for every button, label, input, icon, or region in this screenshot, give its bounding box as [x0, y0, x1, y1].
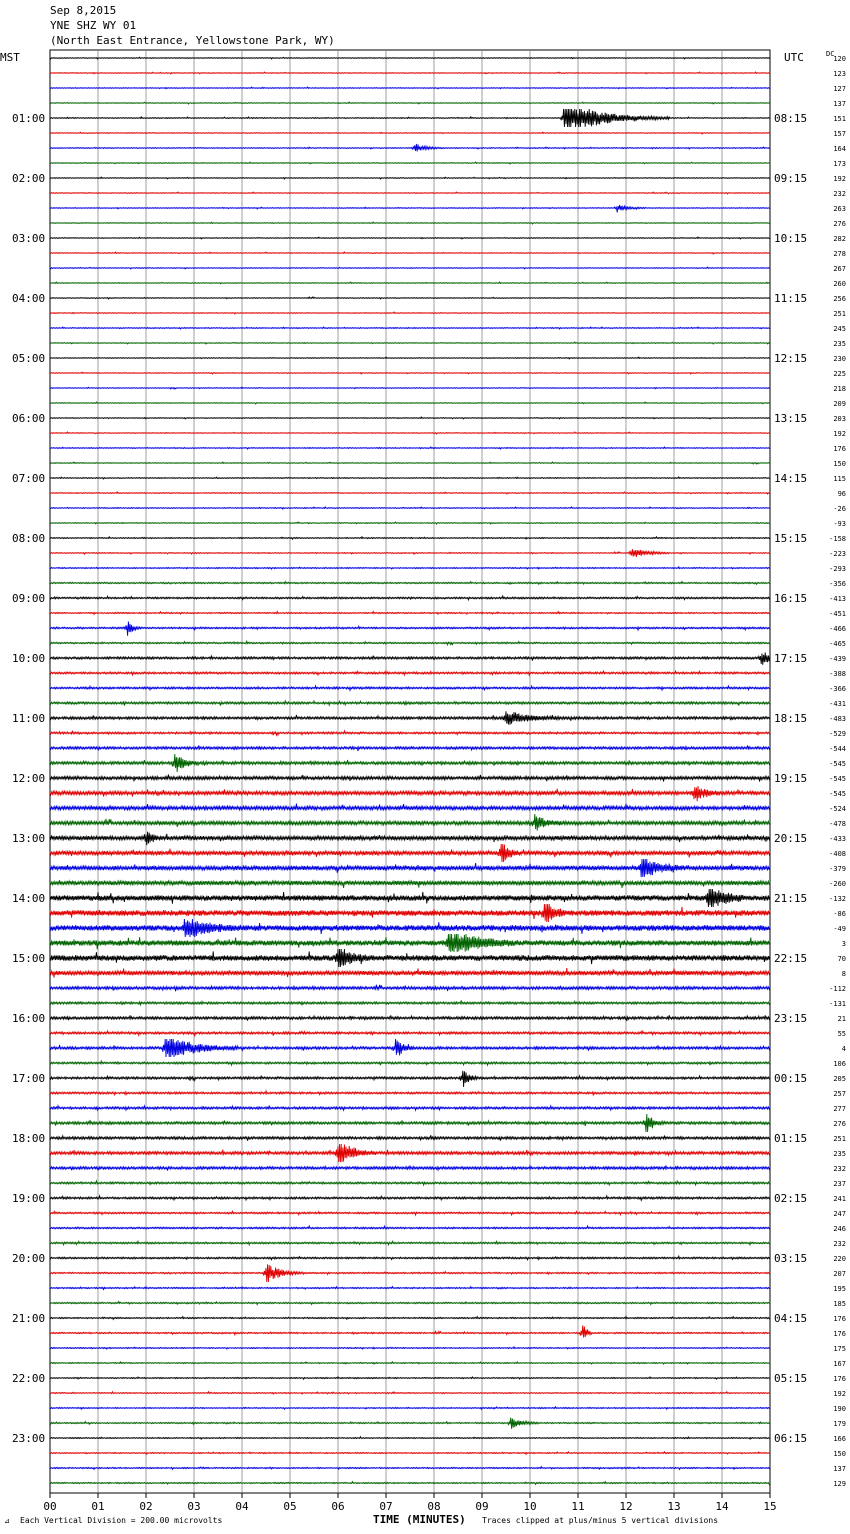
- dc-offset-value: -478: [829, 820, 846, 828]
- dc-offset-value: -483: [829, 715, 846, 723]
- dc-offset-value: -93: [833, 520, 846, 528]
- dc-offset-value: 232: [833, 190, 846, 198]
- trace-line: [50, 968, 770, 978]
- dc-offset-value: 137: [833, 100, 846, 108]
- dc-offset-value: 232: [833, 1240, 846, 1248]
- trace-line: [50, 786, 770, 801]
- dc-offset-value: 192: [833, 1390, 846, 1398]
- trace-line: [50, 567, 770, 569]
- dc-offset-value: -356: [829, 580, 846, 588]
- trace-line: [50, 622, 770, 636]
- dc-offset-value: 245: [833, 325, 846, 333]
- dc-offset-value: -223: [829, 550, 846, 558]
- left-hour-label: 08:00: [12, 532, 46, 545]
- dc-offset-value: 260: [833, 280, 846, 288]
- left-hour-label: 20:00: [12, 1252, 46, 1265]
- trace-line: [50, 1039, 770, 1057]
- trace-line: [50, 1362, 770, 1364]
- left-hour-label: 11:00: [12, 712, 46, 725]
- trace-line: [50, 1301, 770, 1304]
- trace-line: [50, 387, 770, 389]
- trace-line: [50, 492, 770, 494]
- dc-offset-value: 176: [833, 1330, 846, 1338]
- trace-line: [50, 1211, 770, 1215]
- right-hour-label: 13:15: [774, 412, 808, 425]
- dc-offset-value: 257: [833, 1090, 846, 1098]
- trace-line: [50, 1437, 770, 1440]
- dc-offset-value: 55: [837, 1030, 846, 1038]
- dc-offset-value: 225: [833, 370, 846, 378]
- trace-line: [50, 192, 770, 194]
- dc-offset-value: 179: [833, 1420, 846, 1428]
- right-hour-label: 06:15: [774, 1432, 808, 1445]
- trace-line: [50, 1181, 770, 1185]
- trace-line: [50, 109, 770, 127]
- dc-offset-value: 175: [833, 1345, 846, 1353]
- trace-line: [50, 1287, 770, 1290]
- trace-line: [50, 72, 770, 74]
- right-hour-label: 09:15: [774, 172, 808, 185]
- x-axis-title: TIME (MINUTES): [373, 1513, 466, 1526]
- trace-line: [50, 774, 770, 781]
- dc-offset-value: 96: [837, 490, 846, 498]
- right-hour-label: 01:15: [774, 1132, 808, 1145]
- trace-line: [50, 745, 770, 751]
- dc-offset-value: 176: [833, 1375, 846, 1383]
- trace-line: [50, 1392, 770, 1394]
- dc-offset-value: 192: [833, 430, 846, 438]
- trace-line: [50, 237, 770, 239]
- dc-offset-value: 237: [833, 1180, 846, 1188]
- dc-offset-value: 205: [833, 1075, 846, 1083]
- trace-line: [50, 1144, 770, 1162]
- trace-line: [50, 686, 770, 690]
- dc-offset-value: -158: [829, 535, 846, 543]
- x-tick-label: 10: [523, 1500, 537, 1513]
- left-hour-label: 16:00: [12, 1012, 46, 1025]
- dc-offset-value: 150: [833, 1450, 846, 1458]
- dc-offset-value: 21: [837, 1015, 846, 1023]
- dc-offset-value: 157: [833, 130, 846, 138]
- dc-offset-value: 277: [833, 1105, 846, 1113]
- scale-note: Each Vertical Division = 200.00 microvolts: [20, 1516, 223, 1525]
- trace-line: [50, 1482, 770, 1485]
- trace-line: [50, 934, 770, 952]
- trace-line: [50, 162, 770, 164]
- right-hour-label: 02:15: [774, 1192, 808, 1205]
- left-hour-label: 23:00: [12, 1432, 46, 1445]
- dc-offset-value: -431: [829, 700, 846, 708]
- trace-line: [50, 832, 770, 845]
- right-hour-label: 22:15: [774, 952, 808, 965]
- trace-line: [50, 1106, 770, 1111]
- x-tick-label: 11: [571, 1500, 585, 1513]
- dc-offset-value: 70: [837, 955, 846, 963]
- trace-line: [50, 1317, 770, 1320]
- trace-line: [50, 582, 770, 585]
- dc-offset-value: -439: [829, 655, 846, 663]
- trace-line: [50, 177, 770, 179]
- trace-line: [50, 1071, 770, 1087]
- trace-line: [50, 1061, 770, 1065]
- x-tick-label: 03: [187, 1500, 201, 1513]
- left-hour-label: 09:00: [12, 592, 46, 605]
- trace-line: [50, 87, 770, 89]
- trace-line: [50, 462, 770, 464]
- dc-offset-value: 263: [833, 205, 846, 213]
- trace-line: [50, 252, 770, 254]
- trace-line: [50, 447, 770, 449]
- dc-offset-value: -260: [829, 880, 846, 888]
- right-hour-label: 19:15: [774, 772, 808, 785]
- trace-line: [50, 804, 770, 811]
- right-timezone-label: UTC: [784, 51, 804, 64]
- left-hour-label: 05:00: [12, 352, 46, 365]
- trace-line: [50, 432, 770, 434]
- dc-offset-value: 235: [833, 340, 846, 348]
- trace-line: [50, 949, 770, 967]
- trace-line: [50, 1015, 770, 1021]
- left-hour-label: 10:00: [12, 652, 46, 665]
- dc-offset-value: 246: [833, 1225, 846, 1233]
- x-tick-label: 01: [91, 1500, 105, 1513]
- trace-line: [50, 507, 770, 509]
- left-hour-label: 07:00: [12, 472, 46, 485]
- trace-line: [50, 1135, 770, 1141]
- trace-line: [50, 596, 770, 600]
- dc-offset-value: 203: [833, 415, 846, 423]
- trace-line: [50, 417, 770, 419]
- trace-line: [50, 641, 770, 645]
- trace-line: [50, 342, 770, 344]
- dc-offset-value: 167: [833, 1360, 846, 1368]
- station-code: YNE SHZ WY 01: [50, 19, 137, 32]
- dc-offset-value: 241: [833, 1195, 846, 1203]
- dc-offset-value: 276: [833, 1120, 846, 1128]
- dc-offset-value: -49: [833, 925, 846, 933]
- dc-offset-value: 115: [833, 475, 846, 483]
- x-tick-label: 09: [475, 1500, 489, 1513]
- right-hour-label: 17:15: [774, 652, 808, 665]
- trace-line: [50, 731, 770, 736]
- dc-offset-value: 220: [833, 1255, 846, 1263]
- left-hour-label: 03:00: [12, 232, 46, 245]
- dc-offset-value: -465: [829, 640, 846, 648]
- dc-offset-value: -379: [829, 865, 846, 873]
- trace-line: [50, 889, 770, 907]
- dc-offset-value: 192: [833, 175, 846, 183]
- x-tick-label: 00: [43, 1500, 57, 1513]
- trace-line: [50, 549, 770, 557]
- trace-line: [50, 297, 770, 299]
- right-hour-label: 11:15: [774, 292, 808, 305]
- dc-offset-header: DC: [826, 50, 835, 58]
- left-hour-label: 18:00: [12, 1132, 46, 1145]
- trace-line: [50, 1467, 770, 1470]
- trace-line: [50, 1000, 770, 1005]
- dc-offset-value: 120: [833, 55, 846, 63]
- dc-offset-value: 247: [833, 1210, 846, 1218]
- dc-offset-value: 235: [833, 1150, 846, 1158]
- x-tick-label: 13: [667, 1500, 681, 1513]
- trace-line: [50, 1452, 770, 1455]
- dc-offset-value: 150: [833, 460, 846, 468]
- right-hour-label: 15:15: [774, 532, 808, 545]
- dc-offset-value: 256: [833, 295, 846, 303]
- trace-line: [50, 711, 770, 724]
- trace-line: [50, 904, 770, 922]
- dc-offset-value: 3: [841, 940, 846, 948]
- dc-offset-value: 173: [833, 160, 846, 168]
- dc-offset-value: -86: [833, 910, 846, 918]
- left-timezone-label: MST: [0, 51, 20, 64]
- trace-line: [50, 522, 770, 524]
- dc-offset-value: -545: [829, 790, 846, 798]
- dc-offset-value: -366: [829, 685, 846, 693]
- trace-group: [50, 57, 770, 1484]
- right-hour-label: 04:15: [774, 1312, 808, 1325]
- dc-offset-value: 251: [833, 310, 846, 318]
- dc-offset-value: -293: [829, 565, 846, 573]
- dc-offset-value: -112: [829, 985, 846, 993]
- trace-line: [50, 1347, 770, 1349]
- dc-offset-value: -524: [829, 805, 846, 813]
- trace-line: [50, 1030, 770, 1035]
- dc-offset-value: -408: [829, 850, 846, 858]
- x-tick-label: 15: [763, 1500, 777, 1513]
- trace-line: [50, 814, 770, 831]
- left-hour-label: 06:00: [12, 412, 46, 425]
- plot-frame: [50, 50, 770, 1493]
- dc-offset-value: 151: [833, 115, 846, 123]
- trace-line: [50, 919, 770, 937]
- trace-line: [50, 1166, 770, 1171]
- trace-line: [50, 327, 770, 329]
- left-hour-label: 02:00: [12, 172, 46, 185]
- x-tick-label: 08: [427, 1500, 441, 1513]
- dc-offset-value: 282: [833, 235, 846, 243]
- dc-offset-value: 195: [833, 1285, 846, 1293]
- left-hour-label: 19:00: [12, 1192, 46, 1205]
- dc-offset-value: 185: [833, 1300, 846, 1308]
- trace-line: [50, 1196, 770, 1201]
- trace-line: [50, 1418, 770, 1429]
- trace-line: [50, 132, 770, 134]
- x-tick-label: 05: [283, 1500, 297, 1513]
- dc-offset-value: 232: [833, 1165, 846, 1173]
- dc-offset-value: 106: [833, 1060, 846, 1068]
- trace-line: [50, 1325, 770, 1337]
- trace-line: [50, 880, 770, 888]
- trace-line: [50, 1377, 770, 1380]
- dc-offset-value: 8: [841, 970, 846, 978]
- trace-line: [50, 102, 770, 104]
- trace-line: [50, 205, 770, 212]
- trace-line: [50, 612, 770, 615]
- station-location: (North East Entrance, Yellowstone Park, WY): [50, 34, 335, 47]
- right-hour-label: 20:15: [774, 832, 808, 845]
- right-hour-label: 16:15: [774, 592, 808, 605]
- trace-line: [50, 537, 770, 539]
- dc-offset-value: 251: [833, 1135, 846, 1143]
- trace-line: [50, 402, 770, 404]
- trace-line: [50, 859, 770, 877]
- left-hour-label: 15:00: [12, 952, 46, 965]
- right-hour-label: 12:15: [774, 352, 808, 365]
- x-tick-label: 06: [331, 1500, 345, 1513]
- trace-line: [50, 282, 770, 284]
- dc-offset-value: 129: [833, 1480, 846, 1488]
- dc-offset-value: 267: [833, 265, 846, 273]
- trace-line: [50, 312, 770, 314]
- dc-offset-value: 207: [833, 1270, 846, 1278]
- trace-line: [50, 1241, 770, 1245]
- dc-offset-value: -131: [829, 1000, 846, 1008]
- trace-line: [50, 57, 770, 59]
- dc-offset-value: -26: [833, 505, 846, 513]
- dc-offset-value: 176: [833, 445, 846, 453]
- trace-line: [50, 1256, 770, 1260]
- dc-offset-value: 166: [833, 1435, 846, 1443]
- x-tick-label: 14: [715, 1500, 729, 1513]
- dc-offset-value: 4: [841, 1045, 846, 1053]
- time-axis: [43, 1493, 776, 1513]
- dc-offset-value: 164: [833, 145, 846, 153]
- clipping-note: Traces clipped at plus/minus 5 vertical divisions: [482, 1516, 719, 1525]
- minute-grid: [50, 50, 770, 1493]
- left-hour-label: 12:00: [12, 772, 46, 785]
- dc-offset-value: -451: [829, 610, 846, 618]
- dc-offset-value: -413: [829, 595, 846, 603]
- trace-line: [50, 1407, 770, 1410]
- trace-line: [50, 701, 770, 706]
- x-tick-label: 02: [139, 1500, 153, 1513]
- dc-offset-value: -388: [829, 670, 846, 678]
- dc-offset-value: -545: [829, 775, 846, 783]
- right-hour-label: 05:15: [774, 1372, 808, 1385]
- dc-offset-value: 176: [833, 1315, 846, 1323]
- trace-line: [50, 144, 770, 152]
- right-hour-label: 10:15: [774, 232, 808, 245]
- trace-line: [50, 357, 770, 359]
- trace-line: [50, 267, 770, 269]
- dc-offset-value: 209: [833, 400, 846, 408]
- trace-line: [50, 653, 770, 665]
- dc-offset-value: -132: [829, 895, 846, 903]
- dc-offset-value: 218: [833, 385, 846, 393]
- left-hour-label: 21:00: [12, 1312, 46, 1325]
- right-hour-label: 21:15: [774, 892, 808, 905]
- trace-line: [50, 754, 770, 772]
- dc-offset-value: -433: [829, 835, 846, 843]
- dc-offset-value: -529: [829, 730, 846, 738]
- x-tick-label: 12: [619, 1500, 633, 1513]
- trace-line: [50, 671, 770, 675]
- left-hour-label: 01:00: [12, 112, 46, 125]
- trace-line: [50, 985, 770, 992]
- dc-offset-value: 127: [833, 85, 846, 93]
- trace-line: [50, 844, 770, 862]
- dc-offset-value: -466: [829, 625, 846, 633]
- right-hour-label: 00:15: [774, 1072, 808, 1085]
- right-hour-label: 18:15: [774, 712, 808, 725]
- dc-offset-value: 137: [833, 1465, 846, 1473]
- dc-offset-value: 278: [833, 250, 846, 258]
- dc-offset-value: 230: [833, 355, 846, 363]
- dc-offset-value: 190: [833, 1405, 846, 1413]
- dc-offset-value: -544: [829, 745, 846, 753]
- scale-icon: ⊿: [4, 1517, 10, 1525]
- right-hour-label: 03:15: [774, 1252, 808, 1265]
- trace-line: [50, 1264, 770, 1282]
- left-hour-label: 04:00: [12, 292, 46, 305]
- recording-date: Sep 8,2015: [50, 4, 117, 17]
- dc-offset-value: 276: [833, 220, 846, 228]
- left-hour-label: 22:00: [12, 1372, 46, 1385]
- x-tick-label: 07: [379, 1500, 393, 1513]
- trace-line: [50, 372, 770, 374]
- right-hour-label: 08:15: [774, 112, 808, 125]
- trace-line: [50, 222, 770, 224]
- trace-line: [50, 477, 770, 479]
- dc-offset-value: 123: [833, 70, 846, 78]
- trace-line: [50, 1226, 770, 1229]
- trace-line: [50, 1114, 770, 1132]
- left-hour-label: 17:00: [12, 1072, 46, 1085]
- right-hour-label: 14:15: [774, 472, 808, 485]
- dc-offset-value: -545: [829, 760, 846, 768]
- right-hour-label: 23:15: [774, 1012, 808, 1025]
- trace-line: [50, 1091, 770, 1095]
- x-tick-label: 04: [235, 1500, 249, 1513]
- left-hour-label: 14:00: [12, 892, 46, 905]
- left-hour-label: 13:00: [12, 832, 46, 845]
